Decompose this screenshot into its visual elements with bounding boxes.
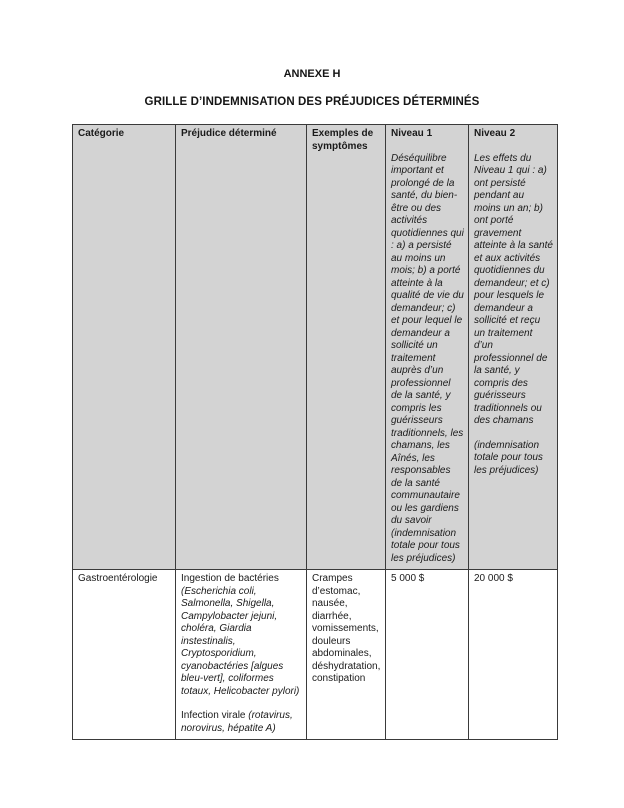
niveau2-indemnisation-note: (indemnisation totale pour tous les préjudices) bbox=[474, 439, 543, 476]
header-prejudice-label: Préjudice déterminé bbox=[181, 128, 277, 139]
header-niveau1 bbox=[386, 125, 469, 570]
header-symptomes bbox=[307, 125, 386, 570]
header-niveau1-label: Niveau 1 bbox=[391, 128, 433, 139]
header-categorie-label: Catégorie bbox=[78, 128, 125, 139]
header-prejudice bbox=[176, 125, 307, 570]
prejudice-paragraph-bacteries bbox=[181, 573, 302, 698]
niveau2-description: Les effets du Niveau 1 qui : a) ont persisté pendant au moins un an; b) ont porté gravement atteinte à la santé et aux activités quotidiennes du demandeur; et c) pour lesquels le demandeur a sollicité et reçu un traitement d’un professionnel de la santé, y compris des guérisseurs traditionnels ou des chamans bbox=[474, 152, 553, 426]
niveau1-description: Déséquilibre important et prolongé de la santé, du bien-être ou des activités quotidiennes qui : a) a persisté au moins un mois; b) a porté atteinte à la qualité de vie du demandeur; c) et pour lequel le demandeur a sollicité un traitement auprès d’un professionnel de la santé, y compris les guérisseurs traditionnels, les chamans, les Aînés, les responsables de la santé communautaire ou les gardiens du savoir (indemnisation totale pour tous les préjudices) bbox=[391, 152, 464, 564]
cell-niveau1-amount: 5 000 $ bbox=[386, 570, 469, 740]
indemnisation-table bbox=[72, 124, 558, 740]
grid-title: GRILLE D’INDEMNISATION DES PRÉJUDICES DÉTERMINÉS bbox=[144, 96, 480, 108]
prejudice-paragraph-virale bbox=[181, 710, 302, 735]
prejudice-virale-list: (rotavirus, norovirus, hépatite A) bbox=[181, 710, 293, 734]
header-symptomes-label: Exemples de symptômes bbox=[312, 128, 374, 152]
cell-categorie: Gastroentérologie bbox=[73, 570, 176, 740]
cell-niveau2-amount: 20 000 $ bbox=[469, 570, 558, 740]
prejudice-virale-lead: Infection virale bbox=[181, 710, 249, 721]
cell-prejudice bbox=[176, 570, 307, 740]
header-niveau2 bbox=[469, 125, 558, 570]
prejudice-bacteries-list: (Escherichia coli, Salmonella, Shigella, Campylobacter jejuni, choléra, Giardia instestinalis, Cryptosporidium, cyanobactéries [algues bleu-vert], coliformes totaux, Helicobacter pylori) bbox=[181, 585, 300, 697]
table-header-row bbox=[73, 125, 558, 570]
header-niveau2-label: Niveau 2 bbox=[474, 128, 516, 139]
table-row-gastroenterologie bbox=[73, 570, 558, 740]
cell-symptomes: Crampes d’estomac, nausée, diarrhée, vomissements, douleurs abdominales, déshydratation, constipation bbox=[307, 570, 386, 740]
annexe-title: ANNEXE H bbox=[283, 68, 341, 80]
prejudice-bacteries-lead: Ingestion de bactéries bbox=[181, 573, 279, 584]
header-categorie bbox=[73, 125, 176, 570]
